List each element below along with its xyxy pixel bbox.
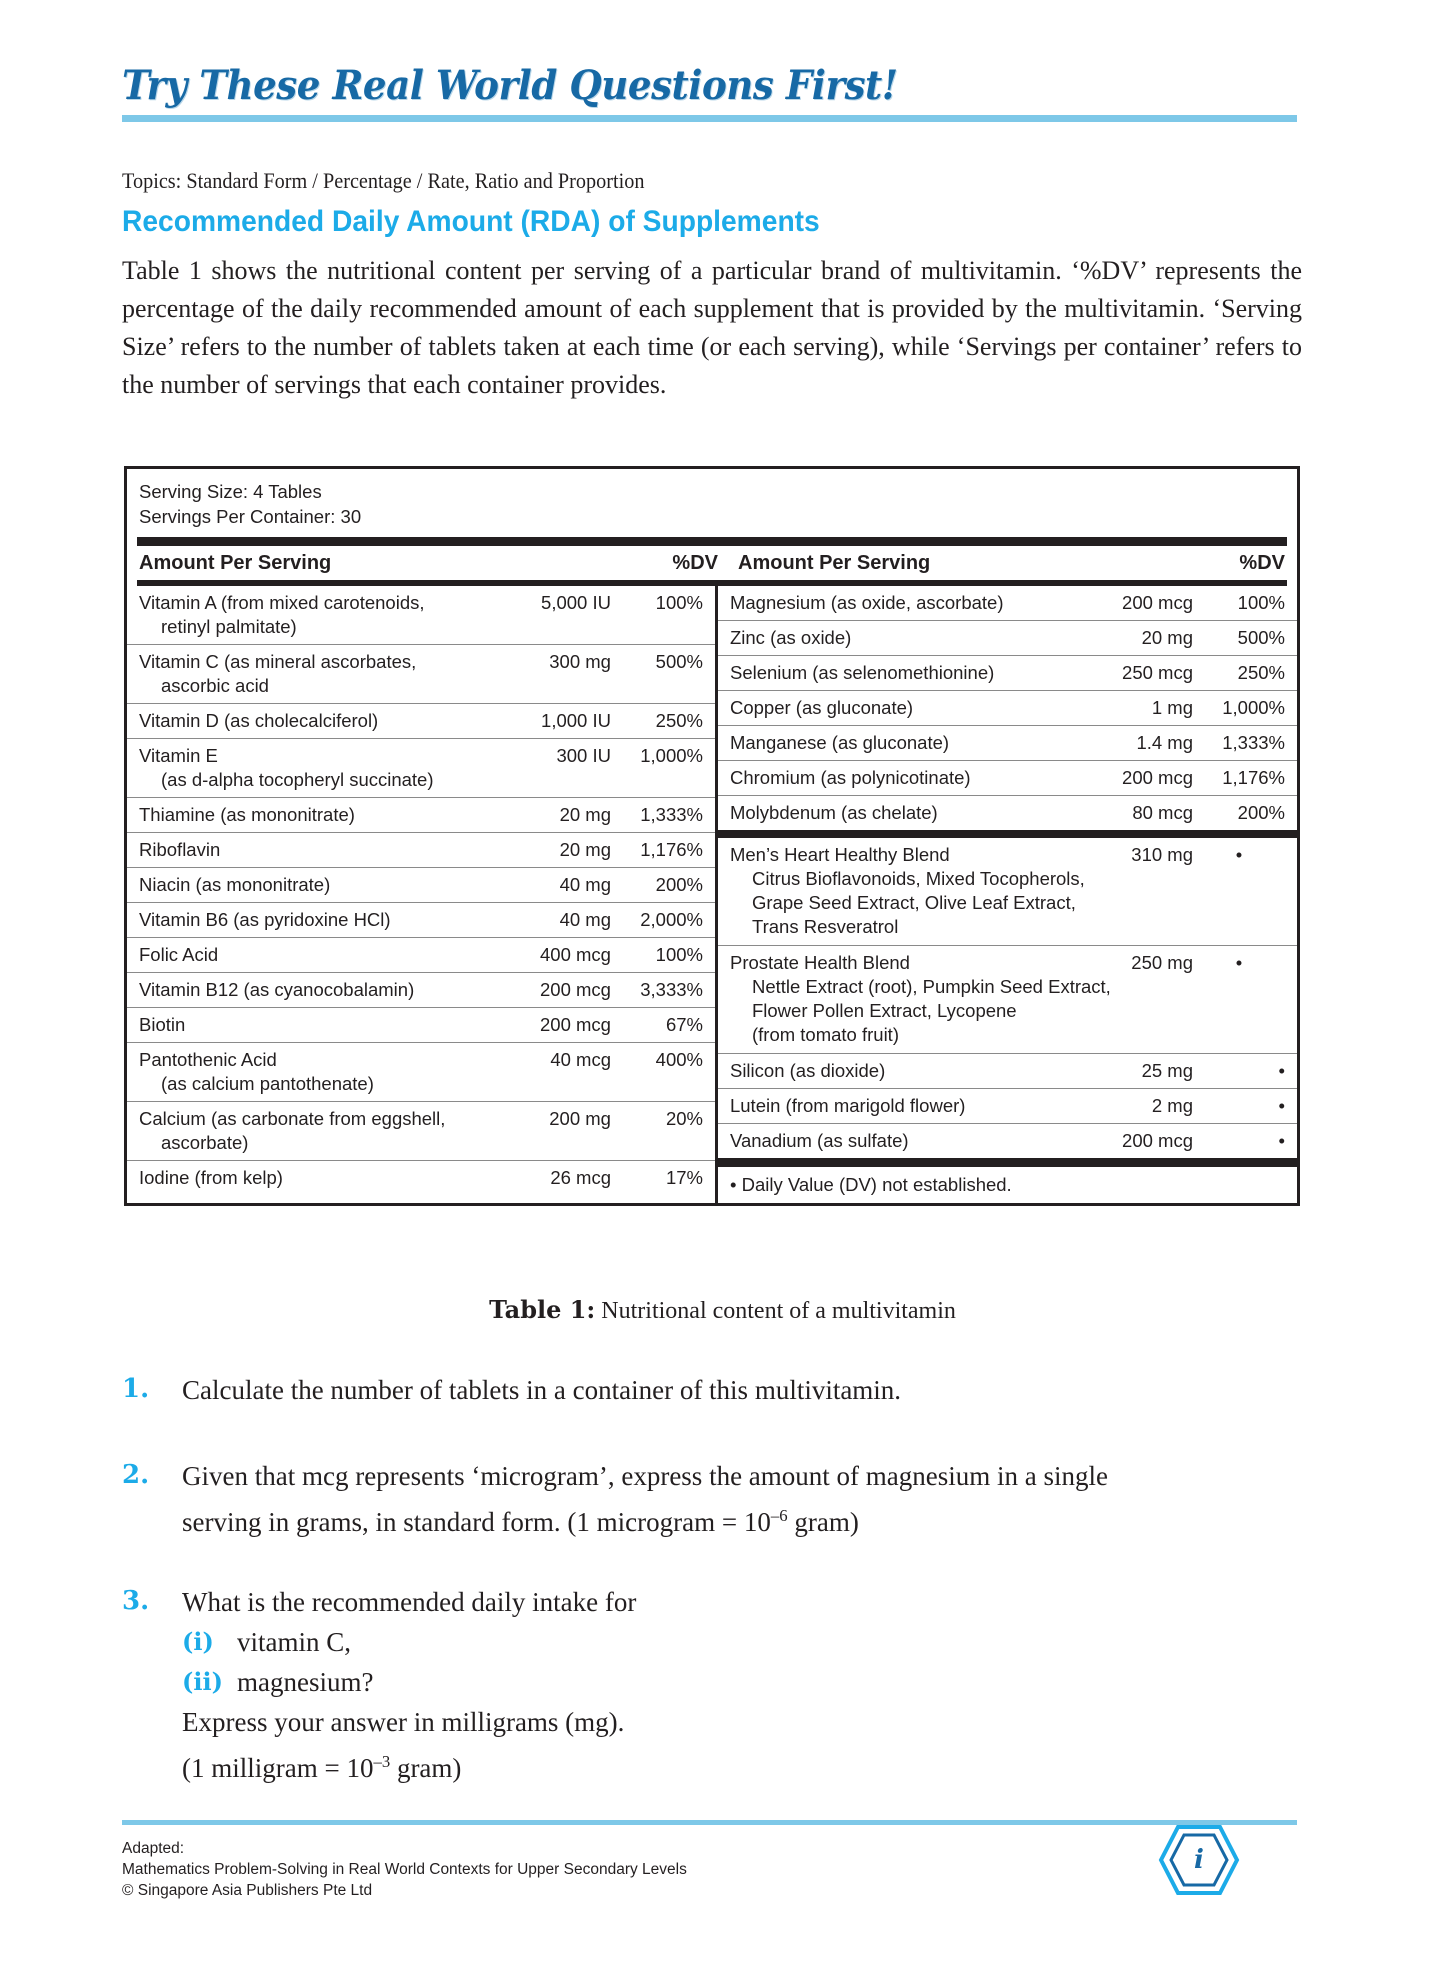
nutrition-facts-panel [124, 466, 1300, 1206]
nutrient-dv: 100% [655, 944, 703, 965]
nutrient-amount: 40 mg [559, 874, 611, 895]
blend-amount: 310 mg [1131, 844, 1193, 865]
nutrient-dv: 1,176% [1222, 767, 1285, 788]
nutrient-name-continued: (as d-alpha tocopheryl succinate) [161, 769, 434, 790]
blend-divider [718, 830, 1297, 838]
serving-info [127, 469, 1297, 535]
question-1-text: Calculate the number of tablets in a container of this multivitamin. [182, 1375, 902, 1405]
nutrient-dv: 2,000% [640, 909, 703, 930]
nutrient-name: Lutein (from marigold flower) [729, 1095, 966, 1116]
nutrient-amount: 1,000 IU [541, 710, 611, 731]
nutrient-amount: 40 mcg [550, 1049, 611, 1070]
question-3-line-3-pre: (1 milligram = 10 [182, 1753, 374, 1783]
nutrient-dv: 1,333% [640, 804, 703, 825]
header-amount-left: Amount Per Serving [139, 552, 332, 574]
table-row [718, 761, 1297, 796]
section-subtitle: Recommended Daily Amount (RDA) of Supplements [122, 205, 820, 238]
nutrient-name: Riboflavin [139, 839, 221, 860]
nutrient-name: Folic Acid [139, 944, 219, 965]
table-row [127, 1008, 715, 1043]
nutrient-name: Vitamin B6 (as pyridoxine HCl) [139, 909, 391, 930]
nutrient-amount: 20 mg [1141, 627, 1193, 648]
nutrient-name: Copper (as gluconate) [729, 697, 914, 718]
nutrient-dv: 400% [655, 1049, 703, 1070]
question-3-number: 3. [122, 1586, 150, 1616]
intro-paragraph: Table 1 shows the nutritional content per serving of a particular brand of multivitamin. ‘%DV’ represents the percentage of the daily recommended amount of each supplement that is provided by the multivitamin. ‘Serving Size’ refers to the number of tablets taken at each time (or each serving), while ‘Servings per container’ refers to the number of servings that each container provides. [122, 256, 1302, 399]
table-row [127, 938, 715, 973]
topics-line: Topics: Standard Form / Percentage / Rate, Ratio and Proportion [122, 168, 645, 193]
header-dv-right: %DV [1239, 552, 1285, 574]
table-row [127, 903, 715, 938]
nutrient-amount: 200 mcg [1122, 592, 1193, 613]
blend-rows [718, 838, 1297, 1054]
question-2-exponent: –6 [770, 1506, 788, 1525]
table-row [127, 704, 715, 739]
table-row [127, 586, 715, 645]
table-row [127, 1043, 715, 1102]
table-caption [0, 1295, 1445, 1325]
serving-size: Serving Size: 4 Tables [139, 481, 322, 502]
header-block [122, 62, 1297, 122]
question-3-line-3-post: gram) [390, 1753, 462, 1783]
blend-dv: • [1235, 844, 1243, 865]
blend-ingredient-line: Flower Pollen Extract, Lycopene [751, 1000, 1017, 1021]
panel-columns [127, 586, 1297, 1203]
table-row [127, 645, 715, 704]
nutrient-dv: 200% [1237, 802, 1285, 823]
blend-ingredient-line: (from tomato fruit) [751, 1024, 899, 1045]
nutrient-name: Vanadium (as sulfate) [729, 1130, 909, 1151]
header-amount-right: Amount Per Serving [738, 552, 931, 574]
nutrient-amount: 300 IU [556, 745, 611, 766]
table-row [718, 691, 1297, 726]
nutrient-amount: 40 mg [559, 909, 611, 930]
nutrient-name-continued: (as calcium pantothenate) [161, 1073, 374, 1094]
table-row [718, 1089, 1297, 1124]
question-3-sub-i-text: vitamin C, [237, 1627, 351, 1657]
header-dv-left: %DV [672, 552, 718, 574]
nutrient-name: Zinc (as oxide) [729, 627, 852, 648]
table-row [718, 1124, 1297, 1158]
question-1-number: 1. [122, 1374, 150, 1404]
nutrient-name: Pantothenic Acid (as calcium pantothenate) [139, 1048, 493, 1096]
nutrient-name: Selenium (as selenomethionine) [729, 662, 995, 683]
nutrient-dv: 500% [655, 651, 703, 672]
table-row [127, 833, 715, 868]
right-mineral-rows [718, 586, 1297, 830]
nutrient-dv: 1,000% [640, 745, 703, 766]
question-3-line-2: Express your answer in milligrams (mg). [182, 1707, 625, 1737]
nutrient-amount: 5,000 IU [541, 592, 611, 613]
nutrient-amount: 250 mcg [1122, 662, 1193, 683]
question-2 [122, 1456, 1302, 1542]
nutrient-amount: 200 mcg [540, 979, 611, 1000]
table-row [718, 656, 1297, 691]
nutrient-amount: 1.4 mg [1136, 732, 1193, 753]
nutrient-dv: 1,333% [1222, 732, 1285, 753]
table-row [127, 798, 715, 833]
question-2-line-2-post: gram) [787, 1507, 859, 1537]
blend-row [718, 946, 1297, 1054]
right-tail-rows [718, 1054, 1297, 1158]
question-2-line-2-pre: serving in grams, in standard form. (1 microgram = 10 [182, 1507, 771, 1537]
footnote-divider [718, 1158, 1297, 1167]
nutrient-dv: 1,176% [640, 839, 703, 860]
caption-text: Nutritional content of a multivitamin [595, 1298, 956, 1324]
nutrient-name: Iodine (from kelp) [139, 1167, 283, 1188]
title-divider [122, 115, 1297, 122]
nutrient-dv: 100% [655, 592, 703, 613]
nutrient-name: Vitamin D (as cholecalciferol) [139, 710, 379, 731]
right-nutrient-column [715, 586, 1297, 1203]
blend-row [718, 838, 1297, 946]
nutrient-dv: • [1278, 1060, 1285, 1081]
table-row [718, 586, 1297, 621]
nutrient-dv: 3,333% [640, 979, 703, 1000]
column-headers [127, 546, 1297, 580]
footer-line-3: © Singapore Asia Publishers Pte Ltd [122, 1882, 373, 1899]
nutrient-name: Vitamin C (as mineral ascorbates, ascorbic acid [139, 650, 493, 698]
publisher-logo [1158, 1824, 1240, 1896]
nutrient-dv: 17% [665, 1167, 703, 1188]
blend-name: Prostate Health Blend [729, 952, 910, 973]
nutrient-dv: • [1278, 1095, 1285, 1116]
nutrient-dv: 500% [1237, 627, 1285, 648]
table-row [127, 973, 715, 1008]
nutrient-amount: 200 mg [549, 1108, 611, 1129]
nutrient-name: Vitamin A (from mixed carotenoids, retinyl palmitate) [139, 591, 493, 639]
servings-per-container: Servings Per Container: 30 [139, 506, 362, 527]
blend-amount: 250 mg [1131, 952, 1193, 973]
nutrient-amount: 300 mg [549, 651, 611, 672]
nutrient-amount: 200 mcg [1122, 1130, 1193, 1151]
nutrient-amount: 400 mcg [540, 944, 611, 965]
question-1 [122, 1370, 1302, 1410]
nutrient-name: Vitamin E (as d-alpha tocopheryl succinate) [139, 744, 493, 792]
question-3 [122, 1582, 1302, 1788]
nutrient-dv: 20% [665, 1108, 703, 1129]
question-3-line-1: What is the recommended daily intake for [182, 1587, 637, 1617]
nutrient-amount: 20 mg [559, 839, 611, 860]
nutrient-name-continued: ascorbate) [161, 1132, 249, 1153]
nutrient-name: Vitamin B12 (as cyanocobalamin) [139, 979, 415, 1000]
nutrient-name: Niacin (as mononitrate) [139, 874, 331, 895]
question-3-exponent: –3 [373, 1752, 391, 1771]
table-row [718, 796, 1297, 830]
nutrient-dv: 250% [1237, 662, 1285, 683]
left-nutrient-column [127, 586, 715, 1203]
question-3-sub-ii-text: magnesium? [237, 1667, 374, 1697]
table-row [127, 739, 715, 798]
question-2-number: 2. [122, 1460, 150, 1490]
nutrient-name: Molybdenum (as chelate) [729, 802, 938, 823]
nutrient-name: Calcium (as carbonate from eggshell, ascorbate) [139, 1107, 493, 1155]
nutrient-name: Biotin [139, 1014, 186, 1035]
nutrient-dv: 1,000% [1222, 697, 1285, 718]
footer-text [122, 1838, 687, 1901]
question-3-line-3 [182, 1742, 1302, 1788]
footer-line-1: Adapted: [122, 1840, 185, 1857]
logo-letter: i [1194, 1845, 1204, 1875]
question-2-line-1: Given that mcg represents ‘microgram’, express the amount of magnesium in a single [182, 1461, 1108, 1491]
nutrient-amount: 200 mcg [1122, 767, 1193, 788]
question-3-sub-ii [182, 1662, 1302, 1702]
blend-name: Men’s Heart Healthy Blend [729, 844, 950, 865]
table-row [127, 1102, 715, 1161]
caption-label: Table 1: [489, 1295, 596, 1324]
nutrient-amount: 200 mcg [540, 1014, 611, 1035]
nutrient-name: Silicon (as dioxide) [729, 1060, 886, 1081]
nutrient-dv: • [1278, 1130, 1285, 1151]
nutrient-amount: 1 mg [1151, 697, 1193, 718]
table-row [127, 1161, 715, 1195]
nutrient-name-continued: ascorbic acid [161, 675, 269, 696]
nutrient-amount: 2 mg [1151, 1095, 1193, 1116]
blend-ingredient-line: Citrus Bioflavonoids, Mixed Tocopherols, [751, 868, 1085, 889]
nutrient-name: Chromium (as polynicotinate) [729, 767, 971, 788]
question-2-line-2 [182, 1496, 1302, 1542]
question-3-sub-ii-number: (ii) [182, 1667, 223, 1696]
footer-divider [122, 1820, 1297, 1825]
blend-dv: • [1235, 952, 1243, 973]
nutrient-dv: 250% [655, 710, 703, 731]
nutrient-amount: 20 mg [559, 804, 611, 825]
blend-ingredient-line: Grape Seed Extract, Olive Leaf Extract, [751, 892, 1076, 913]
page-title: Try These Real World Questions First! [122, 62, 898, 109]
nutrient-name: Thiamine (as mononitrate) [139, 804, 355, 825]
nutrient-name-continued: retinyl palmitate) [161, 616, 297, 637]
nutrient-dv: 67% [665, 1014, 703, 1035]
table-row [127, 868, 715, 903]
table-row [718, 726, 1297, 761]
blend-ingredient-line: Trans Resveratrol [751, 916, 899, 937]
nutrient-name: Magnesium (as oxide, ascorbate) [729, 592, 1004, 613]
nutrient-amount: 25 mg [1141, 1060, 1193, 1081]
nutrient-amount: 80 mcg [1132, 802, 1193, 823]
table-row [718, 1054, 1297, 1089]
table-row [718, 621, 1297, 656]
nutrient-amount: 26 mcg [550, 1167, 611, 1188]
blend-ingredient-line: Nettle Extract (root), Pumpkin Seed Extract, [751, 976, 1111, 997]
nutrient-dv: 100% [1237, 592, 1285, 613]
nutrient-dv: 200% [655, 874, 703, 895]
footer-line-2: Mathematics Problem-Solving in Real World Contexts for Upper Secondary Levels [122, 1861, 687, 1878]
nutrient-name: Manganese (as gluconate) [729, 732, 950, 753]
dv-footnote: • Daily Value (DV) not established. [729, 1174, 1012, 1195]
panel-rule-top [137, 537, 1287, 546]
question-3-sub-i-number: (i) [182, 1627, 214, 1656]
question-3-sub-i [182, 1622, 1302, 1662]
